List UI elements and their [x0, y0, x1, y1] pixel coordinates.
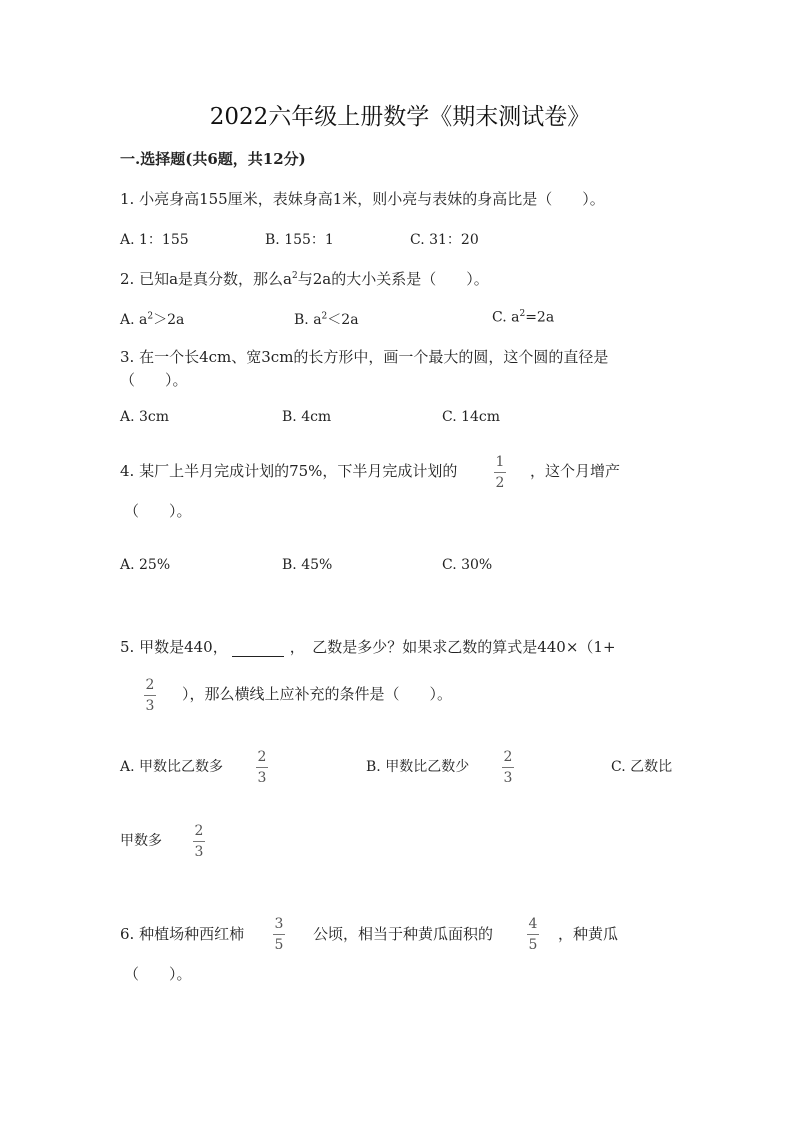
- q5-option-b: B. 甲数比乙数少: [366, 759, 470, 775]
- q3-option-a: A. 3cm: [120, 409, 170, 425]
- q4-fraction: [494, 454, 506, 491]
- q5-option-c-line-2: 甲数多: [120, 833, 162, 849]
- q1-option-a: A. 1：155: [120, 232, 189, 248]
- fraction-numerator: 4: [528, 916, 538, 932]
- question-6-line-1-pre: 6. 种植场种西红柿: [120, 925, 245, 943]
- fraction-bar: [193, 841, 205, 842]
- fraction-bar: [273, 934, 285, 935]
- question-5-line-1: [120, 636, 616, 657]
- q2-text-post: 与2a的大小关系是（ ）。: [297, 270, 489, 288]
- question-3-line-2: （ ）。: [120, 371, 188, 389]
- answer-blank-line: [232, 642, 284, 657]
- q4-option-b: B. 45%: [282, 557, 333, 573]
- question-1: 1. 小亮身高155厘米，表妹身高1米，则小亮与表妹的身高比是（ ）。: [120, 190, 605, 208]
- section-heading: 一.选择题(共6题，共12分): [120, 150, 306, 168]
- question-6-line-1-post: ，种黄瓜: [558, 925, 619, 943]
- q4-fraction-denominator: 2: [495, 475, 505, 491]
- fraction-denominator: 3: [257, 770, 267, 786]
- q5-line-1-post: ， 乙数是多少？如果求乙数的算式是440×（1+: [289, 638, 616, 656]
- fraction-denominator: 3: [194, 844, 204, 860]
- question-2: [120, 268, 489, 289]
- fraction-numerator: 2: [257, 749, 267, 765]
- question-6-line-1-mid: 公顷，相当于种黄瓜面积的: [313, 925, 494, 943]
- question-4-line-2: （ ）。: [124, 502, 192, 520]
- q3-option-b: B. 4cm: [282, 409, 332, 425]
- fraction-numerator: 3: [274, 916, 284, 932]
- question-4-line-1-post: ，这个月增产: [530, 462, 621, 480]
- q5-fraction: [144, 677, 156, 714]
- fraction-denominator: 3: [503, 770, 513, 786]
- question-3-line-1: 3. 在一个长4cm、宽3cm的长方形中，画一个最大的圆，这个圆的直径是: [120, 348, 609, 366]
- fraction-bar: [144, 695, 156, 696]
- q5-fraction-denominator: 3: [145, 698, 155, 714]
- q2-text-pre: 2. 已知a是真分数，那么a: [120, 270, 292, 288]
- question-5-line-2: ），那么横线上应补充的条件是（ ）。: [182, 685, 453, 703]
- question-6-line-2: （ ）。: [124, 965, 192, 983]
- q1-option-b: B. 155：1: [265, 232, 334, 248]
- q4-option-c: C. 30%: [442, 557, 493, 573]
- q6-fraction-2: [527, 916, 539, 953]
- q5-option-a-fraction: [256, 749, 268, 786]
- fraction-bar: [494, 472, 506, 473]
- fraction-bar: [527, 934, 539, 935]
- page-title: 2022六年级上册数学《期末测试卷》: [209, 104, 591, 130]
- fraction-numerator: 2: [194, 823, 204, 839]
- question-4-line-1-pre: 4. 某厂上半月完成计划的75%，下半月完成计划的: [120, 462, 458, 480]
- q5-fraction-numerator: 2: [145, 677, 155, 693]
- fraction-denominator: 5: [528, 937, 538, 953]
- fraction-numerator: 2: [503, 749, 513, 765]
- q4-fraction-numerator: 1: [495, 454, 505, 470]
- q2-option-c: C. $a^2=2a$: [492, 309, 555, 326]
- fraction-denominator: 5: [274, 937, 284, 953]
- q2-option-a: A. $a^2>2a$: [120, 311, 185, 328]
- q3-option-c: C. 14cm: [442, 409, 501, 425]
- q6-fraction-1: [273, 916, 285, 953]
- q5-option-a: A. 甲数比乙数多: [120, 759, 224, 775]
- fraction-bar: [256, 767, 268, 768]
- q1-option-c: C. 31：20: [410, 232, 479, 248]
- fraction-bar: [502, 767, 514, 768]
- q5-option-c-line-1: C. 乙数比: [611, 759, 673, 775]
- q5-option-b-fraction: [502, 749, 514, 786]
- q5-line-1-pre: 5. 甲数是440，: [120, 638, 228, 656]
- q4-option-a: A. 25%: [120, 557, 171, 573]
- q5-option-c-fraction: [193, 823, 205, 860]
- q2-superscript: 2: [291, 271, 298, 281]
- q2-option-b: B. $a^2<2a$: [294, 311, 359, 328]
